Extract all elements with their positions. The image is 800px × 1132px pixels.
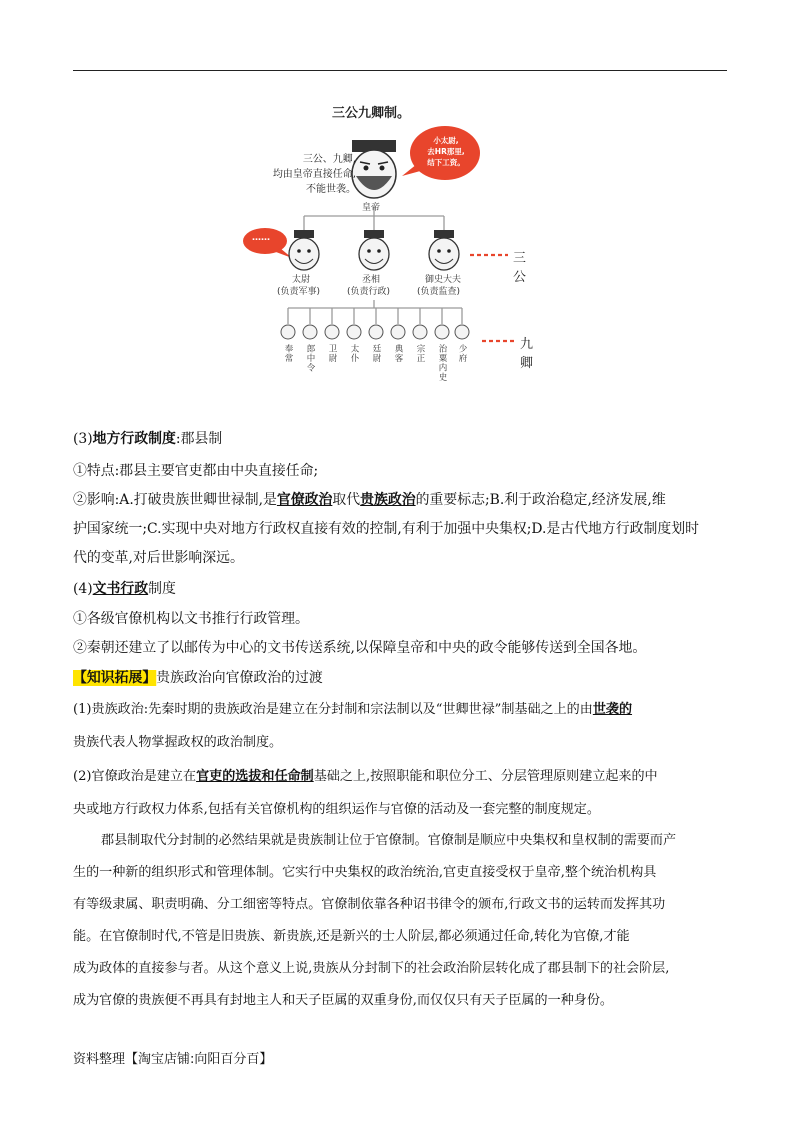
diagram-graphics <box>232 96 532 412</box>
heading-prefix: (4) <box>73 581 93 597</box>
sangong-duty: (负责军事) <box>277 287 321 297</box>
jiuqing-name: 少府 <box>457 344 467 363</box>
minister-figure <box>359 230 389 270</box>
heading-keyword: 文书行政 <box>92 581 149 597</box>
extension-heading <box>73 667 727 687</box>
section3-impact-line3: 代的变革,对后世影响深远。 <box>73 550 244 566</box>
heading-prefix: (3) <box>73 431 93 447</box>
extension-p2-line1 <box>73 765 727 784</box>
emperor-figure <box>352 140 396 198</box>
note-line: 不能世袭。 <box>306 184 356 195</box>
sangong-name: 丞相 <box>362 275 381 285</box>
p2-text: (2)官僚政治是建立在 <box>73 769 197 784</box>
sangong-name: 御史大夫 <box>425 275 462 285</box>
impact-keyword: 官僚政治 <box>276 492 333 508</box>
section3-impact-line2: 护国家统一;C.实现中央对地方行政权直接有效的控制,有利于加强中央集权;D.是古代地方行政制度划时 <box>73 521 700 537</box>
emperor-bubble-text <box>420 135 472 168</box>
p1-text: (1)贵族政治:先秦时期的贵族政治是建立在分封制和宗法制以及“世卿世禄”制基础之上的由 <box>73 702 593 717</box>
heading-bold: 地方行政制度 <box>92 431 176 447</box>
extension-p3-line: 生的一种新的组织形式和管理体制。它实行中央集权的政治统治,官吏直接受权于皇帝,整个统治机构具 <box>73 865 657 880</box>
section3-feature: ①特点:郡县主要官吏都由中央直接任命; <box>73 463 319 479</box>
header-rule <box>73 70 727 71</box>
section3-impact-line1 <box>73 489 727 509</box>
footer-source: 资料整理【淘宝店铺:向阳百分百】 <box>73 1052 273 1067</box>
jiuqing-name: 典客 <box>393 344 403 363</box>
extension-p2-line2: 央或地方行政权力体系,包括有关官僚机构的组织运作与官僚的活动及一套完整的制度规定。 <box>73 802 600 817</box>
sangong-label: 三公 <box>513 251 527 285</box>
bubble-line: 小太尉, <box>433 136 459 145</box>
extension-p1-line1 <box>73 698 727 717</box>
jiuqing-name: 宗正 <box>415 344 425 363</box>
diagram-note <box>246 152 356 197</box>
extension-p3-line: 郡县制取代分封制的必然结果就是贵族制让位于官僚制。官僚制是顺应中央集权和皇权制的需要而产 <box>101 833 677 848</box>
impact-text: 的重要标志;B.利于政治稳定,经济发展,维 <box>415 492 666 508</box>
section3-heading <box>73 428 727 448</box>
sangong-name: 太尉 <box>292 275 311 285</box>
minister-figure <box>429 230 459 270</box>
bubble-line: 结下工资。 <box>427 158 465 167</box>
extension-title: 贵族政治向官僚政治的过渡 <box>156 670 323 686</box>
p2-text: 基础之上,按照职能和职位分工、分层管理原则建立起来的中 <box>313 769 658 784</box>
sangong-jiuqing-diagram <box>232 96 534 412</box>
diagram-title: 三公九卿制。 <box>332 106 411 121</box>
jiuqing-label: 九卿 <box>520 337 534 371</box>
section4-item: ②秦朝还建立了以邮传为中心的文书传送系统,以保障皇帝和中央的政令能够传送到全国各地。 <box>73 640 647 656</box>
extension-p3-line: 成为官僚的贵族便不再具有封地主人和天子臣属的双重身份,而仅仅只有天子臣属的一种身份。 <box>73 993 613 1008</box>
extension-p3-line: 成为政体的直接参与者。从这个意义上说,贵族从分封制下的社会政治阶层转化成了郡县制下的社会阶层, <box>73 961 670 976</box>
left-bubble-text: …… <box>252 233 270 243</box>
extension-p3-line: 能。在官僚制时代,不管是旧贵族、新贵族,还是新兴的士人阶层,都必须通过任命,转化为官僚,才能 <box>73 929 630 944</box>
jiuqing-name: 治粟内史 <box>437 344 447 382</box>
impact-text: ②影响:A.打破贵族世卿世禄制,是 <box>73 492 277 508</box>
minister-figure <box>289 230 319 270</box>
jiuqing-name: 太仆 <box>349 344 359 363</box>
extension-p3-line: 有等级隶属、职责明确、分工细密等特点。官僚制依靠各种诏书律令的颁布,行政文书的运转而发挥其功 <box>73 897 666 912</box>
sangong-duty: (负责监查) <box>417 287 461 297</box>
emperor-label: 皇帝 <box>362 203 381 213</box>
section4-heading <box>73 578 727 598</box>
impact-keyword: 贵族政治 <box>360 492 416 508</box>
extension-tag: 【知识拓展】 <box>73 670 157 686</box>
note-line: 三公、九卿, <box>302 154 356 165</box>
heading-rest: :郡县制 <box>175 431 223 447</box>
p2-keyword: 官吏的选拔和任命制 <box>196 769 314 784</box>
sangong-duty: (负责行政) <box>347 287 391 297</box>
jiuqing-name: 廷尉 <box>371 344 381 363</box>
section4-item: ①各级官僚机构以文书推行行政管理。 <box>73 611 309 627</box>
impact-text: 取代 <box>332 492 361 508</box>
jiuqing-name: 卫尉 <box>327 344 337 363</box>
jiuqing-figures <box>281 325 469 339</box>
jiuqing-name: 郎中令 <box>305 344 315 373</box>
heading-rest: 制度 <box>148 581 176 597</box>
jiuqing-name: 奉常 <box>283 344 293 363</box>
note-line: 均由皇帝直接任命, <box>272 169 356 180</box>
extension-p1-line2: 贵族代表人物掌握政权的政治制度。 <box>73 735 283 750</box>
bubble-line: 去HR那里, <box>427 147 465 156</box>
p1-keyword: 世袭的 <box>592 702 633 717</box>
